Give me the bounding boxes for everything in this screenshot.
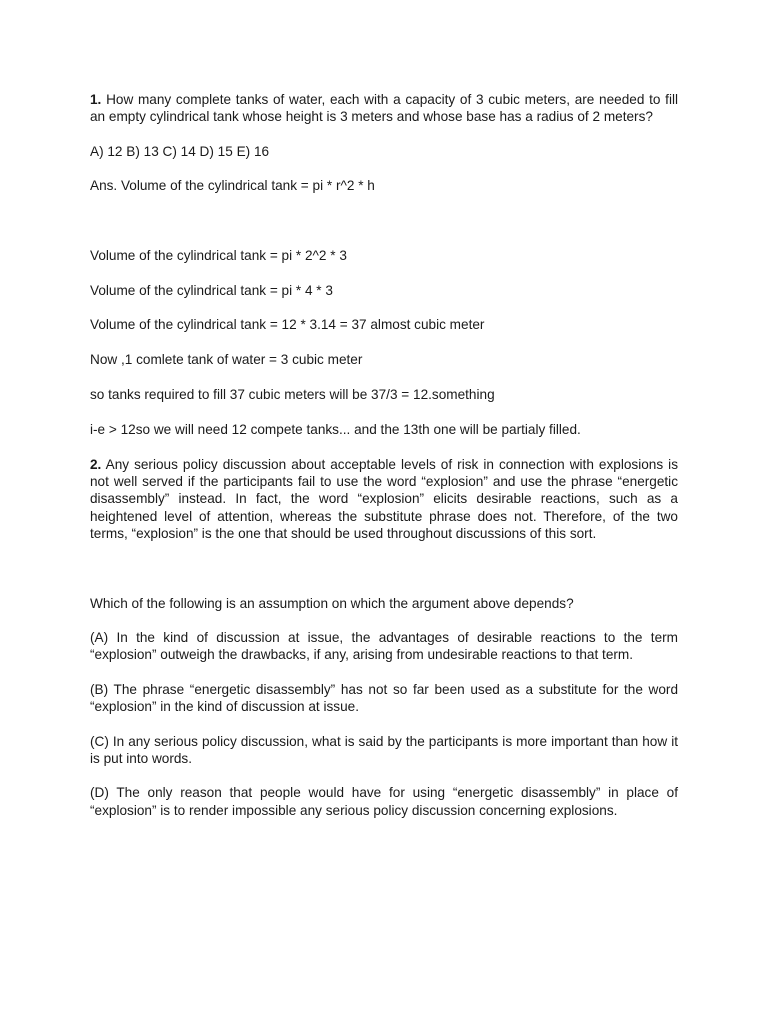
answer-line-3: Volume of the cylindrical tank = pi * 4 * 3 xyxy=(90,282,333,298)
answer-line-7: i-e > 12so we will need 12 compete tanks... and the 13th one will be partialy filled. xyxy=(90,422,581,438)
option-a: (A) In the kind of discussion at issue, the advantages of desirable reactions to the term “explosion” outweigh the drawbacks, if any, arising from undesirable reactions to that term. xyxy=(90,630,678,663)
document-page xyxy=(90,91,678,819)
answer-line-6: so tanks required to fill 37 cubic meters will be 37/3 = 12.something xyxy=(90,387,495,403)
answer-line-1: Ans. Volume of the cylindrical tank = pi * r^2 * h xyxy=(90,178,375,194)
option-d: (D) The only reason that people would have for using “energetic disassembly” in place of “explosion” is to render impossible any serious policy discussion concerning explosions. xyxy=(90,785,678,818)
answer-line-5: Now ,1 comlete tank of water = 3 cubic meter xyxy=(90,352,363,368)
option-b: (B) The phrase “energetic disassembly” has not so far been used as a substitute for the word “explosion” in the kind of discussion at issue. xyxy=(90,681,678,715)
option-c: (C) In any serious policy discussion, what is said by the participants is more important than how it is put into words. xyxy=(90,733,678,767)
question-1-choices: A) 12 B) 13 C) 14 D) 15 E) 16 xyxy=(90,143,270,159)
answer-line-4: Volume of the cylindrical tank = 12 * 3.14 = 37 almost cubic meter xyxy=(90,317,485,333)
question-1-text: How many complete tanks of water, each with a capacity of 3 cubic meters, are needed to fill an empty cylindrical tank whose height is 3 meters and whose base has a radius of 2 meters? xyxy=(90,92,679,125)
question-2-prompt: Which of the following is an assumption on which the argument above depends? xyxy=(90,595,574,611)
question-2 xyxy=(90,456,678,543)
question-2-text: Any serious policy discussion about acceptable levels of risk in connection with explosions is not well served if the participants fail to use the word “explosion” and use the phrase “energetic disassembly” instead. In fact, the word “explosion” elicits desirable reactions, such as a heightened level of attention, whereas the substitute phrase does not. Therefore, of the two terms, “explosion” is the one that should be used throughout discussions of this sort. xyxy=(90,456,678,542)
question-1 xyxy=(90,91,678,126)
question-2-number: 2. xyxy=(90,456,102,472)
question-1-number: 1. xyxy=(90,92,102,107)
answer-line-2: Volume of the cylindrical tank = pi * 2^2 * 3 xyxy=(90,247,347,263)
